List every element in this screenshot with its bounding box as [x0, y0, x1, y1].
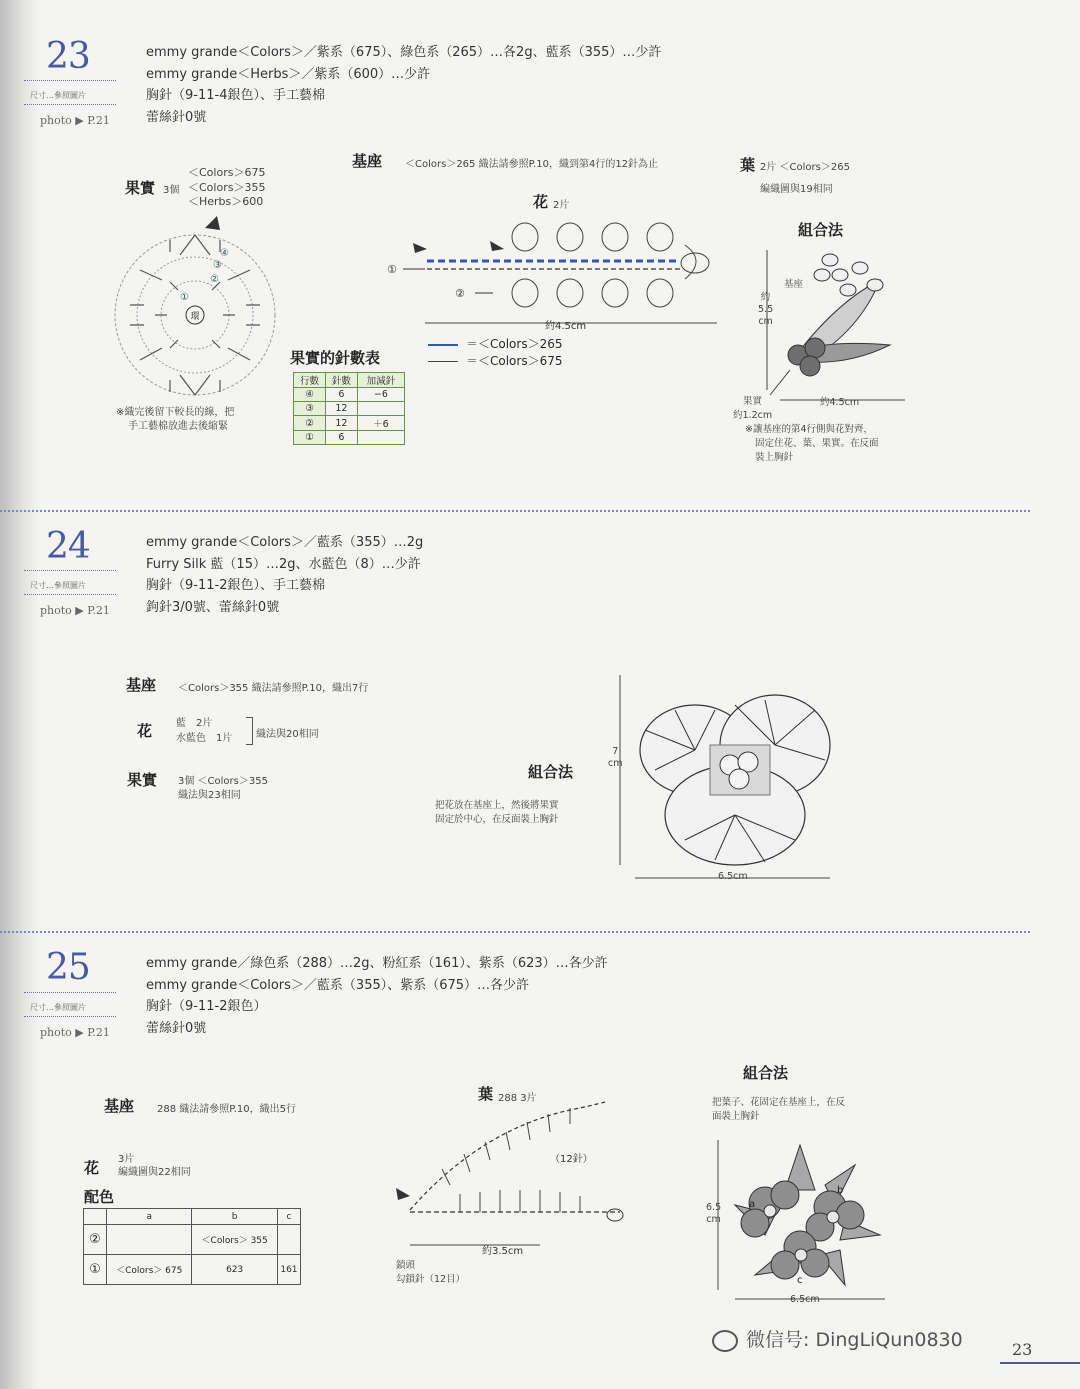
assembly-24-illustration [615, 670, 845, 885]
fruit-colors [188, 166, 265, 210]
base-label: 基座 [104, 1097, 135, 1115]
base-note: ＜Colors＞265 織法請參照P.10，織到第4行的12針為止 [405, 159, 659, 170]
materials-list [146, 532, 423, 618]
material-line: 蕾絲針0號 [146, 109, 207, 125]
size-note: 尺寸…參照圖片 [30, 1003, 86, 1012]
assembly-note [712, 1096, 845, 1124]
assembly-25-illustration [715, 1135, 895, 1305]
table-header: c [277, 1209, 300, 1225]
flower-yarn: 藍 2片 [176, 718, 213, 729]
material-line: Furry Silk 藍（15）…2g、水藍色（8）…少許 [146, 556, 421, 572]
note-line: 固定住花、葉、果實。在反面 [755, 438, 879, 449]
legend-label: ＝＜Colors＞675 [466, 354, 563, 368]
table-cell: ＜Colors＞ 675 [107, 1255, 192, 1285]
table-header: b [192, 1209, 277, 1225]
watermark [712, 1325, 963, 1352]
table-cell: 6 [325, 388, 357, 402]
fruit-count: 3個 [163, 185, 180, 196]
part-label: b [837, 1185, 844, 1196]
material-line: 胸針（9-11-4銀色）、手工藝棉 [146, 88, 325, 103]
leaf-note: 2片 ＜Colors＞265 [760, 162, 850, 173]
note-line: 手工藝棉放進去後縮緊 [128, 421, 228, 432]
material-line: 胸針（9-11-2銀色） [146, 999, 267, 1014]
part-label: c [797, 1275, 803, 1286]
flower-label: 花 [84, 1159, 100, 1177]
part-label: a [749, 1199, 756, 1210]
height-value: cm [608, 758, 623, 769]
divider-line [24, 570, 116, 571]
row-mark: ② [455, 287, 465, 300]
pattern-number: 24 [46, 526, 90, 567]
fruit-color: ＜Colors＞675 [188, 166, 266, 179]
size-note: 尺寸…參照圖片 [30, 91, 86, 100]
legend-item [428, 336, 563, 353]
page-number: 23 [1012, 1340, 1033, 1359]
materials-list [146, 953, 608, 1039]
photo-ref: photo ▶ P.21 [40, 1026, 110, 1039]
color-label: 配色 [84, 1188, 115, 1206]
color-legend [428, 336, 563, 370]
round-mark: ① [180, 292, 189, 303]
pattern-number: 25 [46, 947, 90, 988]
flower-note-2: 編織圖與22相同 [118, 1167, 191, 1178]
note-line: ※讓基座的第4行側與花對齊， [745, 424, 874, 435]
table-cell: −6 [357, 388, 404, 402]
table-cell: 6 [325, 431, 357, 445]
table-row [84, 1255, 301, 1285]
table-cell [107, 1225, 192, 1255]
table-header: 針數 [325, 373, 357, 388]
assembly-title: 組合法 [798, 221, 844, 239]
leaf-width: 約3.5cm [482, 1246, 524, 1257]
divider-line [24, 1016, 116, 1017]
fruit-color: ＜Colors＞355 [188, 180, 266, 194]
fruit-note-2: 織法與23相同 [178, 790, 241, 801]
flower-stitch-chart [385, 215, 725, 335]
book-spine-shadow [0, 0, 40, 1389]
pattern-number: 23 [46, 36, 90, 77]
table-cell: 623 [192, 1255, 277, 1285]
base-label: 基座 [352, 152, 383, 170]
height-value: cm [758, 316, 773, 327]
material-line: emmy grande＜Colors＞／藍系（355）…2g [146, 535, 424, 550]
fruit-color: ＜Herbs＞600 [188, 195, 264, 208]
fruit-label: 果實 [125, 179, 156, 197]
note-line: 把花放在基座上，然後將果實 [435, 800, 559, 811]
page-rule [1000, 1362, 1080, 1364]
flower-yarns [176, 716, 232, 746]
photo-ref: photo ▶ P.21 [40, 604, 110, 617]
material-line: 蕾絲針0號 [146, 1020, 207, 1036]
assembly-fruit-size: 約1.2cm [733, 410, 773, 421]
material-line: 胸針（9-11-2銀色）、手工藝棉 [146, 578, 325, 593]
section-divider [0, 510, 1030, 512]
divider-line [24, 992, 116, 993]
table-cell: 161 [277, 1255, 300, 1285]
material-line: emmy grande／綠色系（288）…2g、粉紅系（161）、紫系（623）…各少許 [146, 956, 608, 971]
assembly-note [435, 799, 559, 827]
color-table [83, 1208, 301, 1285]
row-mark: ① [387, 263, 397, 276]
note-line: 面裝上胸針 [712, 1111, 760, 1122]
flower-label: 花 [533, 193, 549, 211]
height-value: cm [706, 1214, 721, 1225]
flower-note: 織法與20相同 [256, 729, 319, 740]
fruit-note [116, 406, 234, 434]
assembly-note [745, 423, 879, 465]
flower-yarn: 水藍色 1片 [176, 733, 233, 744]
size-note: 尺寸…參照圖片 [30, 581, 86, 590]
stitch-table-title: 果實的針數表 [290, 349, 381, 367]
flower-note: 3片 [118, 1154, 135, 1165]
leaf-stitch-chart [390, 1090, 640, 1260]
table-row [294, 431, 405, 445]
table-cell: ① [294, 431, 326, 445]
divider-line [24, 104, 116, 105]
base-note: ＜Colors＞355 織法請參照P.10，織出7行 [178, 683, 369, 694]
table-row [84, 1225, 301, 1255]
assembly-title: 組合法 [528, 763, 574, 781]
row-mark: ② [84, 1225, 107, 1255]
table-header: a [107, 1209, 192, 1225]
row-mark: ① [84, 1255, 107, 1285]
ring-label: 環 [190, 312, 200, 322]
table-cell: 12 [325, 416, 357, 431]
height-value: 約 [760, 292, 771, 303]
leaf-stitches: （12針） [550, 1154, 593, 1165]
legend-item [428, 353, 563, 370]
materials-list [146, 42, 661, 128]
table-row [294, 416, 405, 431]
legend-label: ＝＜Colors＞265 [466, 337, 563, 351]
fruit-stitch-chart [110, 210, 280, 405]
note-line: 把葉子、花固定在基座上，在反 [712, 1097, 846, 1108]
base-note: 288 織法請參照P.10，織出5行 [157, 1104, 297, 1115]
flower-count: 2片 [553, 200, 570, 211]
table-cell [357, 431, 404, 445]
height-value: 6.5 [706, 1202, 722, 1213]
material-line: emmy grande＜Colors＞／紫系（675）、綠色系（265）…各2g、藍系（355）…少許 [146, 45, 662, 60]
assembly-fruit-label: 果實 [743, 396, 763, 407]
round-mark: ② [210, 274, 219, 285]
material-line: 鉤針3/0號、蕾絲針0號 [146, 599, 280, 615]
note-line: 裝上胸針 [755, 452, 794, 463]
table-cell [277, 1225, 300, 1255]
fruit-note: 3個 ＜Colors＞355 [178, 776, 268, 787]
table-cell: ＜Colors＞ 355 [192, 1225, 277, 1255]
leaf-note: 288 3片 [498, 1093, 537, 1104]
note-line: 固定於中心，在反面裝上胸針 [435, 814, 559, 825]
divider-line [24, 594, 116, 595]
watermark-text: 微信号: DingLiQun0830 [746, 1329, 963, 1351]
material-line: emmy grande＜Colors＞／藍系（355）、紫系（675）…各少許 [146, 977, 530, 993]
table-row [294, 402, 405, 416]
flower-width: 約4.5cm [545, 321, 587, 332]
note-line: ※織完後留下較長的線，把 [116, 407, 235, 418]
table-cell [357, 402, 404, 416]
table-cell: ④ [294, 388, 326, 402]
height-value: 5.5 [758, 304, 774, 315]
assembly-title: 組合法 [743, 1064, 789, 1082]
table-header: 加減針 [357, 373, 404, 388]
table-header: 行數 [294, 373, 326, 388]
divider-line [24, 80, 116, 81]
material-line: emmy grande＜Herbs＞／紫系（600）…少許 [146, 66, 431, 82]
assembly-width: 6.5cm [718, 871, 748, 882]
photo-ref: photo ▶ P.21 [40, 114, 110, 127]
round-mark: ③ [213, 260, 222, 271]
leaf-start-label: 鎖頭 [396, 1260, 416, 1271]
stitch-count-table [293, 372, 405, 445]
fruit-label: 果實 [127, 771, 158, 789]
leaf-note-2: 編織圖與19相同 [760, 184, 833, 195]
table-cell: ③ [294, 402, 326, 416]
table-cell: ② [294, 416, 326, 431]
table-cell: 12 [325, 402, 357, 416]
assembly-width: 約4.5cm [820, 397, 860, 408]
section-divider [0, 931, 1030, 933]
leaf-start-note: 勾鎖針（12目） [396, 1274, 466, 1285]
height-value: 7 [612, 746, 619, 757]
base-label: 基座 [126, 676, 157, 694]
flower-label: 花 [137, 722, 153, 740]
leaf-label: 葉 [478, 1085, 494, 1103]
assembly-base-label: 基座 [784, 279, 804, 290]
bracket [246, 717, 253, 745]
wechat-icon [712, 1330, 738, 1352]
assembly-width: 6.5cm [790, 1294, 820, 1305]
round-mark: ④ [220, 248, 229, 259]
assembly-23-illustration [740, 240, 910, 410]
leaf-label: 葉 [740, 156, 756, 174]
table-cell: ＋6 [357, 416, 404, 431]
table-row [294, 388, 405, 402]
